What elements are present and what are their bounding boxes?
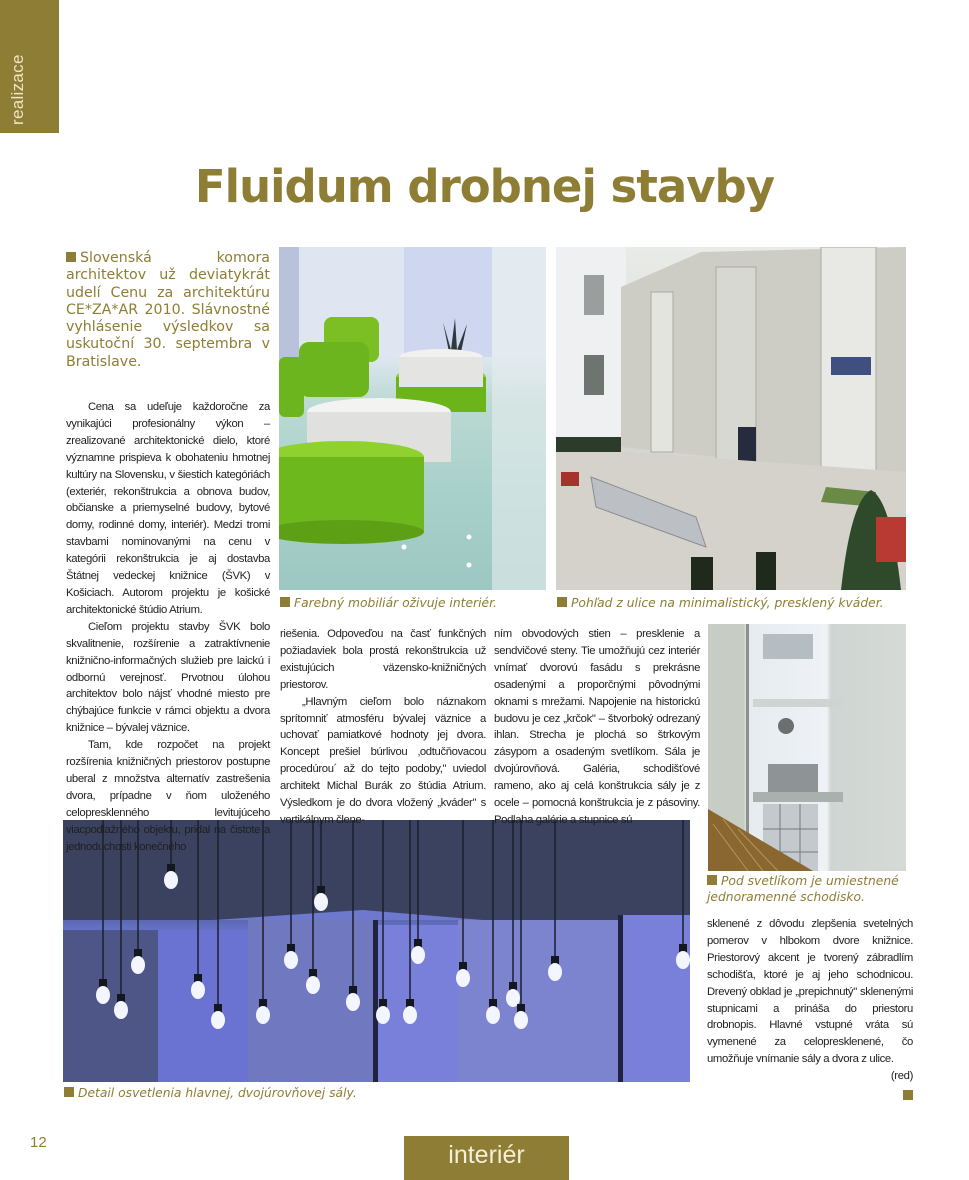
paragraph: ním obvodových stien – presklenie a sendvičové steny. Tie umožňujú cez interiér vnímať dvorovú fasádu s prekrásne osadenými a proporčnými pôvodnými oknami s mrežami. Napojenie na historickú budovu je cez „krčok" – štvorboký odrezaný ihlan. Strecha je plochá so štrkovým zásypom a osadeným svetlíkom. Sála je dvojúrovňová. Galéria, schodišťové rameno, ako aj celá konštrukcia sály je z ocele – pomocná konštrukcia je z pásoviny. Podlaha galérie a stupnice sú	[494, 628, 700, 826]
paragraph: Cena sa udeľuje každoročne za vynikajúci profesionálny výkon – zrealizované architektonické dielo, ktoré významne prispieva k obohateniu hmotnej kultúry na Slovensku, v šiestich kategóriách (exteriér, rekonštrukcia a obnova budov, občianske a priemyselné budovy, bytové domy, rodinné domy, interiér). Medzi tromi stavbami nominovanými na cenu v kategórii rekonštrukcia je aj dostavba Štátnej vedeckej knižnice (ŠVK) v Košiciach. Autorom projektu je košické architektonické štúdio Atrium.	[66, 401, 270, 616]
light-bulb	[191, 981, 205, 999]
light-bulb	[306, 976, 320, 994]
lead-text: Slovenská komora architektov už deviatykrát udelí Cenu za architektúru CE*ZA*AR 2010. Slávnostné vyhlásenie výsledkov sa uskutoční 30. septembra v Bratislave.	[66, 250, 270, 370]
light-bulb	[548, 963, 562, 981]
photo-caption: Pohľad z ulice na minimalistický, presklený kváder.	[557, 595, 884, 611]
light-bulb	[284, 951, 298, 969]
light-bulb	[314, 893, 328, 911]
article-column-4	[707, 916, 913, 1106]
section-label: interiér	[404, 1136, 569, 1180]
light-bulb	[376, 1006, 390, 1024]
light-bulb	[346, 993, 360, 1011]
paragraph: Cieľom projektu stavby ŠVK bolo skvalitnenie, rozšírenie a zatraktívnenie knižnično-informačných služieb pre laickú i odbornú verejnosť. Prvotnou úlohou architektov bolo nájsť vhodné miesto pre chýbajúce funkcie v rámci objektu a dvora knižnice – bývalej väznice.	[66, 620, 270, 735]
paragraph: Tam, kde rozpočet na projekt rozšírenia knižničných priestorov postupne uberal z množstva alternatív zastrešenia dvora, prípadne v ňom uloženého celopresklenného levitujúceho viacpodlažného objektu, pridal na čistote a jednoduchosti konečného	[66, 739, 270, 853]
article-column-2	[280, 626, 486, 829]
end-mark	[707, 1089, 913, 1106]
photo-pendant-lights	[63, 820, 690, 1082]
photo-skylight-staircase	[708, 624, 906, 871]
article-title: Fluidum drobnej stavby	[194, 160, 775, 213]
photo-caption: Detail osvetlenia hlavnej, dvojúrovňovej sály.	[64, 1085, 357, 1101]
paragraph: riešenia. Odpoveďou na časť funkčných požiadaviek bola prostá rekonštrukcia už existujúcich väzensko-knižničných priestorov.	[280, 628, 486, 691]
paragraph: sklenené z dôvodu zlepšenia svetelných pomerov v hlbokom dvore knižnice. Priestorový akcent je tvorený zábradlím schodišťa, ktoré je aj jeho schodnicou. Drevený obklad je „prepichnutý" sklenenými stupnicami a prináša do priestoru drobnopis. Hlavné vstupné vráta sú vymenené za celopresklenené, čo umožňuje vnímanie sály a dvora z ulice.	[707, 918, 913, 1066]
photo-caption: Pod svetlíkom je umiestnené jednoramenné schodisko.	[707, 874, 899, 904]
photo-courtyard	[556, 247, 906, 590]
bullet-square-icon	[557, 597, 567, 607]
bullet-square-icon	[66, 252, 76, 262]
section-side-tab	[0, 0, 59, 133]
light-bulb	[131, 956, 145, 974]
light-bulb	[164, 871, 178, 889]
photo-interior-furniture	[279, 247, 546, 590]
author-signature: (red)	[890, 1070, 913, 1083]
article-column-1	[66, 399, 270, 855]
paragraph: „Hlavným cieľom bolo náznakom sprítomniť atmosféru bývalej väznice a uchovať pamiatkové hodnoty jej dvora. Koncept prešiel búrlivou ‚odtučňovacou procedúrou´ až do tejto podoby," uviedol architekt Michal Burák zo štúdia Atrium. Výsledkom je do dvora vložený „kváder" s vertikálnym člene-	[280, 695, 486, 826]
light-bulb	[256, 1006, 270, 1024]
light-bulb	[403, 1006, 417, 1024]
side-tab-label: realizace	[8, 54, 27, 125]
light-bulb	[676, 951, 690, 969]
article-lead	[66, 250, 270, 371]
page-number: 12	[30, 1134, 47, 1151]
photo-caption: Farebný mobiliár oživuje interiér.	[280, 595, 497, 611]
article-column-3	[494, 626, 700, 829]
light-bulb	[411, 946, 425, 964]
bullet-square-icon	[64, 1087, 74, 1097]
end-square-icon	[903, 1090, 913, 1100]
light-bulb	[211, 1011, 225, 1029]
light-bulb	[486, 1006, 500, 1024]
light-bulb	[96, 986, 110, 1004]
light-bulb	[456, 969, 470, 987]
light-bulb	[114, 1001, 128, 1019]
bullet-square-icon	[280, 597, 290, 607]
bullet-square-icon	[707, 875, 717, 885]
light-bulb	[514, 1011, 528, 1029]
